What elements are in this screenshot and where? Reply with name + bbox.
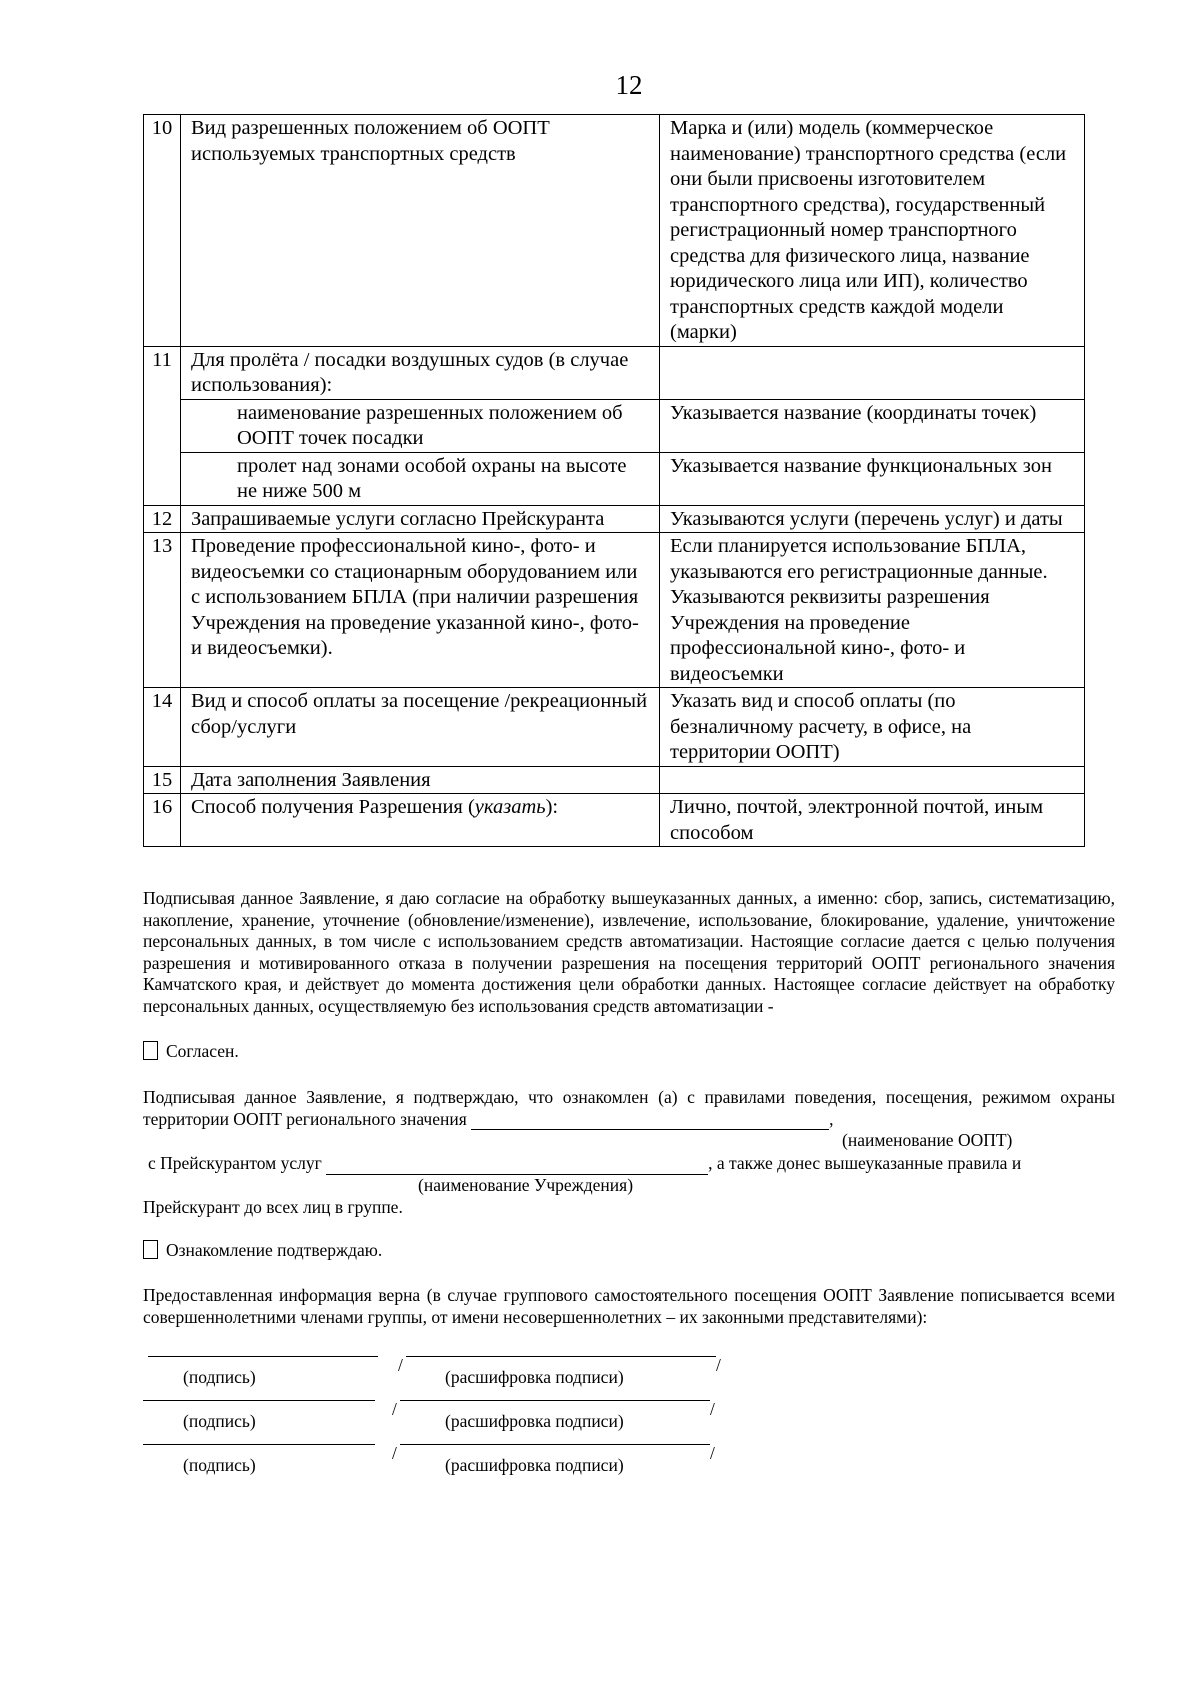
row-description-end: ): bbox=[545, 796, 559, 818]
signature-decode-caption: (расшифровка подписи) bbox=[445, 1455, 624, 1475]
slash: / bbox=[398, 1355, 403, 1375]
comma: , bbox=[829, 1108, 834, 1129]
oopt-name-field[interactable] bbox=[471, 1112, 829, 1130]
row-note: Указываются услуги (перечень услуг) и даты bbox=[660, 505, 1085, 533]
row-description: пролет над зонами особой охраны на высоте не ниже 500 м bbox=[181, 452, 660, 505]
signature-field[interactable] bbox=[143, 1400, 375, 1401]
price-prefix: с Прейскурантом услуг bbox=[148, 1153, 322, 1173]
table-row bbox=[144, 452, 1085, 505]
row-description: Вид и способ оплаты за посещение /рекреационный сбор/услуги bbox=[181, 688, 660, 767]
application-table bbox=[143, 114, 1085, 847]
row-number: 15 bbox=[144, 766, 181, 794]
row-number: 14 bbox=[144, 688, 181, 767]
row-description: Проведение профессиональной кино-, фото- и видеосъемки со стационарным оборудованием или с использованием БПЛА (при наличии разрешения Учреждения на проведение указанной кино-, фото- и видеосъемки). bbox=[181, 533, 660, 688]
oopt-caption: (наименование ООПТ) bbox=[842, 1130, 1013, 1150]
table-row bbox=[144, 766, 1085, 794]
row-description bbox=[181, 794, 660, 847]
institution-name-field[interactable] bbox=[326, 1157, 708, 1175]
table-row bbox=[144, 115, 1085, 347]
row-description-main: Способ получения Разрешения ( bbox=[191, 796, 475, 818]
table-row bbox=[144, 533, 1085, 688]
row-description: Для пролёта / посадки воздушных судов (в случае использования): bbox=[181, 346, 660, 399]
signature-caption: (подпись) bbox=[183, 1411, 256, 1431]
consent-checkbox[interactable] bbox=[143, 1041, 158, 1060]
signature-caption: (подпись) bbox=[183, 1455, 256, 1475]
price-suffix: , а также донес вышеуказанные правила и bbox=[708, 1153, 1022, 1173]
acknowledge-checkbox[interactable] bbox=[143, 1240, 158, 1259]
signature-field[interactable] bbox=[148, 1356, 378, 1357]
consent-checkbox-row[interactable] bbox=[143, 1041, 239, 1063]
signature-decode-caption: (расшифровка подписи) bbox=[445, 1411, 624, 1431]
signature-decode-caption: (расшифровка подписи) bbox=[445, 1367, 624, 1387]
table-row bbox=[144, 794, 1085, 847]
price-row bbox=[148, 1153, 1021, 1175]
row-description: Запрашиваемые услуги согласно Прейскуранта bbox=[181, 505, 660, 533]
signature-decode-field[interactable] bbox=[400, 1400, 710, 1401]
acknowledge-end: Прейскурант до всех лиц в группе. bbox=[143, 1197, 403, 1217]
slash: / bbox=[392, 1443, 397, 1463]
acknowledge-paragraph bbox=[143, 1087, 1115, 1130]
acknowledge-checkbox-row[interactable] bbox=[143, 1240, 382, 1262]
row-number: 11 bbox=[144, 346, 181, 505]
signature-caption: (подпись) bbox=[183, 1367, 256, 1387]
row-note: Указать вид и способ оплаты (по безналичному расчету, в офисе, на территории ООПТ) bbox=[660, 688, 1085, 767]
signature-decode-field[interactable] bbox=[400, 1444, 710, 1445]
institution-caption: (наименование Учреждения) bbox=[418, 1175, 634, 1195]
row-description-italic: указать bbox=[474, 796, 546, 818]
row-description: наименование разрешенных положением об ООПТ точек посадки bbox=[181, 399, 660, 452]
consent-paragraph: Подписывая данное Заявление, я даю согласие на обработку вышеуказанных данных, а именно: сбор, запись, систематизацию, накопление, хранение, уточнение (обновление/изменение), извлечение, использование, блокирование, удаление, уничтожение персональных данных, в том числе с использованием средств автоматизации. Настоящие согласие дается с целью получения разрешения и мотивированного отказа в получении разрешения на посещения территорий ООПТ регионального значения Камчатского края, и действует до момента достижения цели обработки данных. Настоящее согласие действует на обработку персональных данных, осуществляемую без использования средств автоматизации - bbox=[143, 888, 1115, 1016]
table-row bbox=[144, 346, 1085, 399]
row-note: Марка и (или) модель (коммерческое наименование) транспортного средства (если они были присвоены изготовителем транспортного средства), государственный регистрационный номер транспортного средства для физического лица, название юридического лица или ИП), количество транспортных средств каждой модели (марки) bbox=[660, 115, 1085, 347]
signature-decode-field[interactable] bbox=[406, 1356, 716, 1357]
row-number: 10 bbox=[144, 115, 181, 347]
row-note: Если планируется использование БПЛА, указываются его регистрационные данные. Указываются реквизиты разрешения Учреждения на проведение профессиональной кино-, фото- и видеосъемки bbox=[660, 533, 1085, 688]
acknowledge-text: Подписывая данное Заявление, я подтверждаю, что ознакомлен (а) с правилами поведения, посещения, режимом охраны территории ООПТ регионального значения bbox=[143, 1087, 1115, 1129]
row-note[interactable] bbox=[660, 346, 1085, 399]
page-number: 12 bbox=[615, 70, 643, 100]
table-row bbox=[144, 505, 1085, 533]
consent-checkbox-label: Согласен. bbox=[166, 1041, 239, 1061]
slash: / bbox=[710, 1399, 715, 1419]
info-paragraph: Предоставленная информация верна (в случае группового самостоятельного посещения ООПТ Заявление пописывается всеми совершеннолетними членами группы, от имени несовершеннолетних – их законными представителями): bbox=[143, 1285, 1115, 1327]
slash: / bbox=[710, 1443, 715, 1463]
table-row bbox=[144, 399, 1085, 452]
table-row bbox=[144, 688, 1085, 767]
acknowledge-checkbox-label: Ознакомление подтверждаю. bbox=[166, 1240, 383, 1260]
row-description: Вид разрешенных положением об ООПТ используемых транспортных средств bbox=[181, 115, 660, 347]
row-number: 13 bbox=[144, 533, 181, 688]
slash: / bbox=[716, 1355, 721, 1375]
signature-field[interactable] bbox=[143, 1444, 375, 1445]
row-note: Указывается название функциональных зон bbox=[660, 452, 1085, 505]
row-description: Дата заполнения Заявления bbox=[181, 766, 660, 794]
row-number: 12 bbox=[144, 505, 181, 533]
slash: / bbox=[392, 1399, 397, 1419]
row-note: Лично, почтой, электронной почтой, иным способом bbox=[660, 794, 1085, 847]
row-note: Указывается название (координаты точек) bbox=[660, 399, 1085, 452]
row-number: 16 bbox=[144, 794, 181, 847]
row-note[interactable] bbox=[660, 766, 1085, 794]
